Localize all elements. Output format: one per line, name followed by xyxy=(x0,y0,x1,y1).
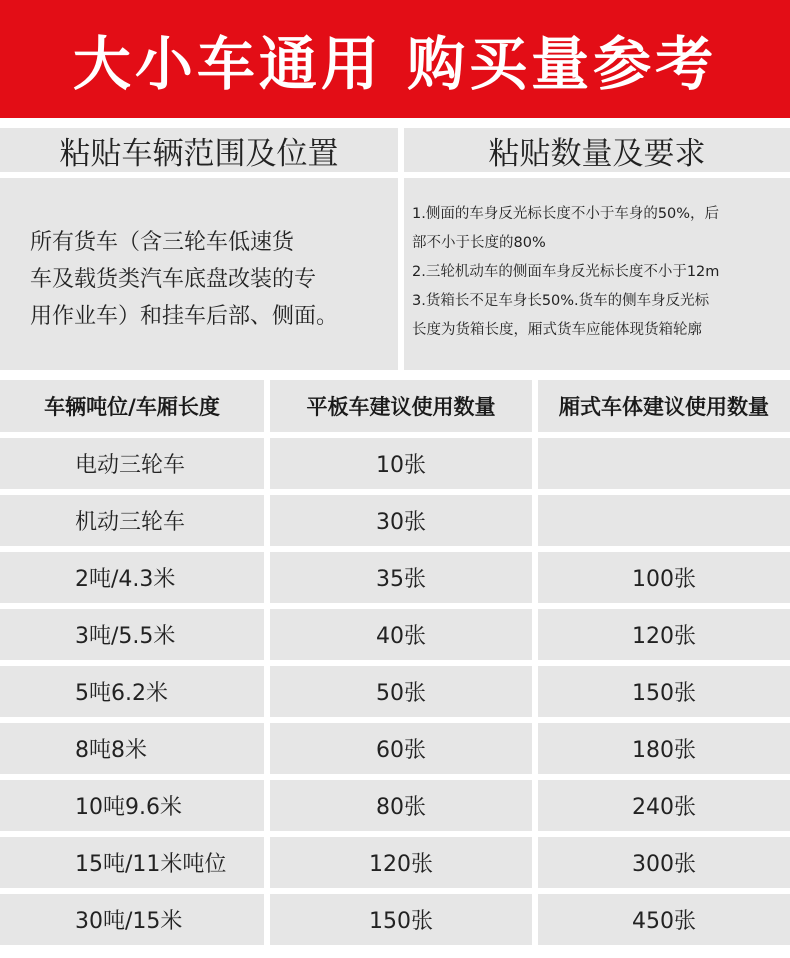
row-box-cell xyxy=(538,837,790,888)
banner-title: 大小车通用 购买量参考 xyxy=(72,30,718,98)
cell-text: 3吨/5.5米 xyxy=(75,624,176,649)
row-box-cell xyxy=(538,438,790,489)
requirement-line: 长度为货箱长度，厢式货车应能体现货箱轮廓 xyxy=(412,322,702,338)
column-header-tonnage xyxy=(0,380,264,432)
scope-line: 所有货车（含三轮车低速货 xyxy=(30,230,295,255)
scope-header xyxy=(0,128,398,172)
cell-text: 35张 xyxy=(376,567,426,592)
cell-text: 10张 xyxy=(376,453,426,478)
row-box-cell xyxy=(538,609,790,660)
row-tonnage-cell xyxy=(0,495,264,546)
row-flatbed-cell xyxy=(270,495,532,546)
cell-text: 2吨/4.3米 xyxy=(75,567,176,592)
row-tonnage-cell xyxy=(0,780,264,831)
row-tonnage-cell xyxy=(0,837,264,888)
cell-text: 30张 xyxy=(376,510,426,535)
row-flatbed-cell xyxy=(270,552,532,603)
requirement-line: 1.侧面的车身反光标长度不小于车身的50%，后 xyxy=(412,206,720,222)
row-flatbed-cell xyxy=(270,894,532,945)
column-header-label: 厢式车体建议使用数量 xyxy=(559,395,769,419)
cell-text: 5吨6.2米 xyxy=(75,681,168,706)
cell-text: 80张 xyxy=(376,795,426,820)
cell-text: 300张 xyxy=(632,852,696,877)
cell-text: 60张 xyxy=(376,738,426,763)
cell-text: 150张 xyxy=(369,909,433,934)
cell-text: 150张 xyxy=(632,681,696,706)
row-box-cell xyxy=(538,780,790,831)
row-box-cell xyxy=(538,666,790,717)
row-tonnage-cell xyxy=(0,666,264,717)
cell-text: 120张 xyxy=(369,852,433,877)
column-header-label: 平板车建议使用数量 xyxy=(306,395,496,419)
cell-text: 10吨9.6米 xyxy=(75,795,182,820)
row-box-cell xyxy=(538,723,790,774)
cell-text: 15吨/11米吨位 xyxy=(75,852,227,877)
cell-text: 450张 xyxy=(632,909,696,934)
cell-text: 30吨/15米 xyxy=(75,909,183,934)
row-flatbed-cell xyxy=(270,609,532,660)
cell-text: 8吨8米 xyxy=(75,738,147,763)
scope-text xyxy=(30,224,338,335)
requirement-text xyxy=(412,200,719,345)
quantity-header xyxy=(404,128,790,172)
row-flatbed-cell xyxy=(270,837,532,888)
row-tonnage-cell xyxy=(0,609,264,660)
cell-text: 机动三轮车 xyxy=(75,510,186,535)
column-header-label: 车辆吨位/车厢长度 xyxy=(44,395,220,419)
cell-text: 120张 xyxy=(632,624,696,649)
row-flatbed-cell xyxy=(270,666,532,717)
row-box-cell xyxy=(538,894,790,945)
row-flatbed-cell xyxy=(270,723,532,774)
row-tonnage-cell xyxy=(0,552,264,603)
scope-header-label: 粘贴车辆范围及位置 xyxy=(59,135,339,172)
row-tonnage-cell xyxy=(0,723,264,774)
requirement-line: 3.货箱长不足车身长50%.货车的侧车身反光标 xyxy=(412,293,710,309)
cell-text: 50张 xyxy=(376,681,426,706)
title-banner xyxy=(0,0,790,118)
row-box-cell xyxy=(538,552,790,603)
requirement-line: 部不小于长度的80% xyxy=(412,235,546,251)
row-flatbed-cell xyxy=(270,780,532,831)
column-header-flatbed xyxy=(270,380,532,432)
cell-text: 180张 xyxy=(632,738,696,763)
row-box-cell xyxy=(538,495,790,546)
cell-text: 40张 xyxy=(376,624,426,649)
row-flatbed-cell xyxy=(270,438,532,489)
cell-text: 电动三轮车 xyxy=(75,453,186,478)
row-tonnage-cell xyxy=(0,438,264,489)
requirement-line: 2.三轮机动车的侧面车身反光标长度不小于12m xyxy=(412,264,720,280)
cell-text: 100张 xyxy=(632,567,696,592)
scope-line: 用作业车）和挂车后部、侧面。 xyxy=(30,304,339,329)
column-header-box xyxy=(538,380,790,432)
scope-panel xyxy=(0,178,398,370)
cell-text: 240张 xyxy=(632,795,696,820)
row-tonnage-cell xyxy=(0,894,264,945)
scope-line: 车及载货类汽车底盘改装的专 xyxy=(30,267,317,292)
requirement-panel xyxy=(404,178,790,370)
quantity-header-label: 粘贴数量及要求 xyxy=(488,135,706,172)
